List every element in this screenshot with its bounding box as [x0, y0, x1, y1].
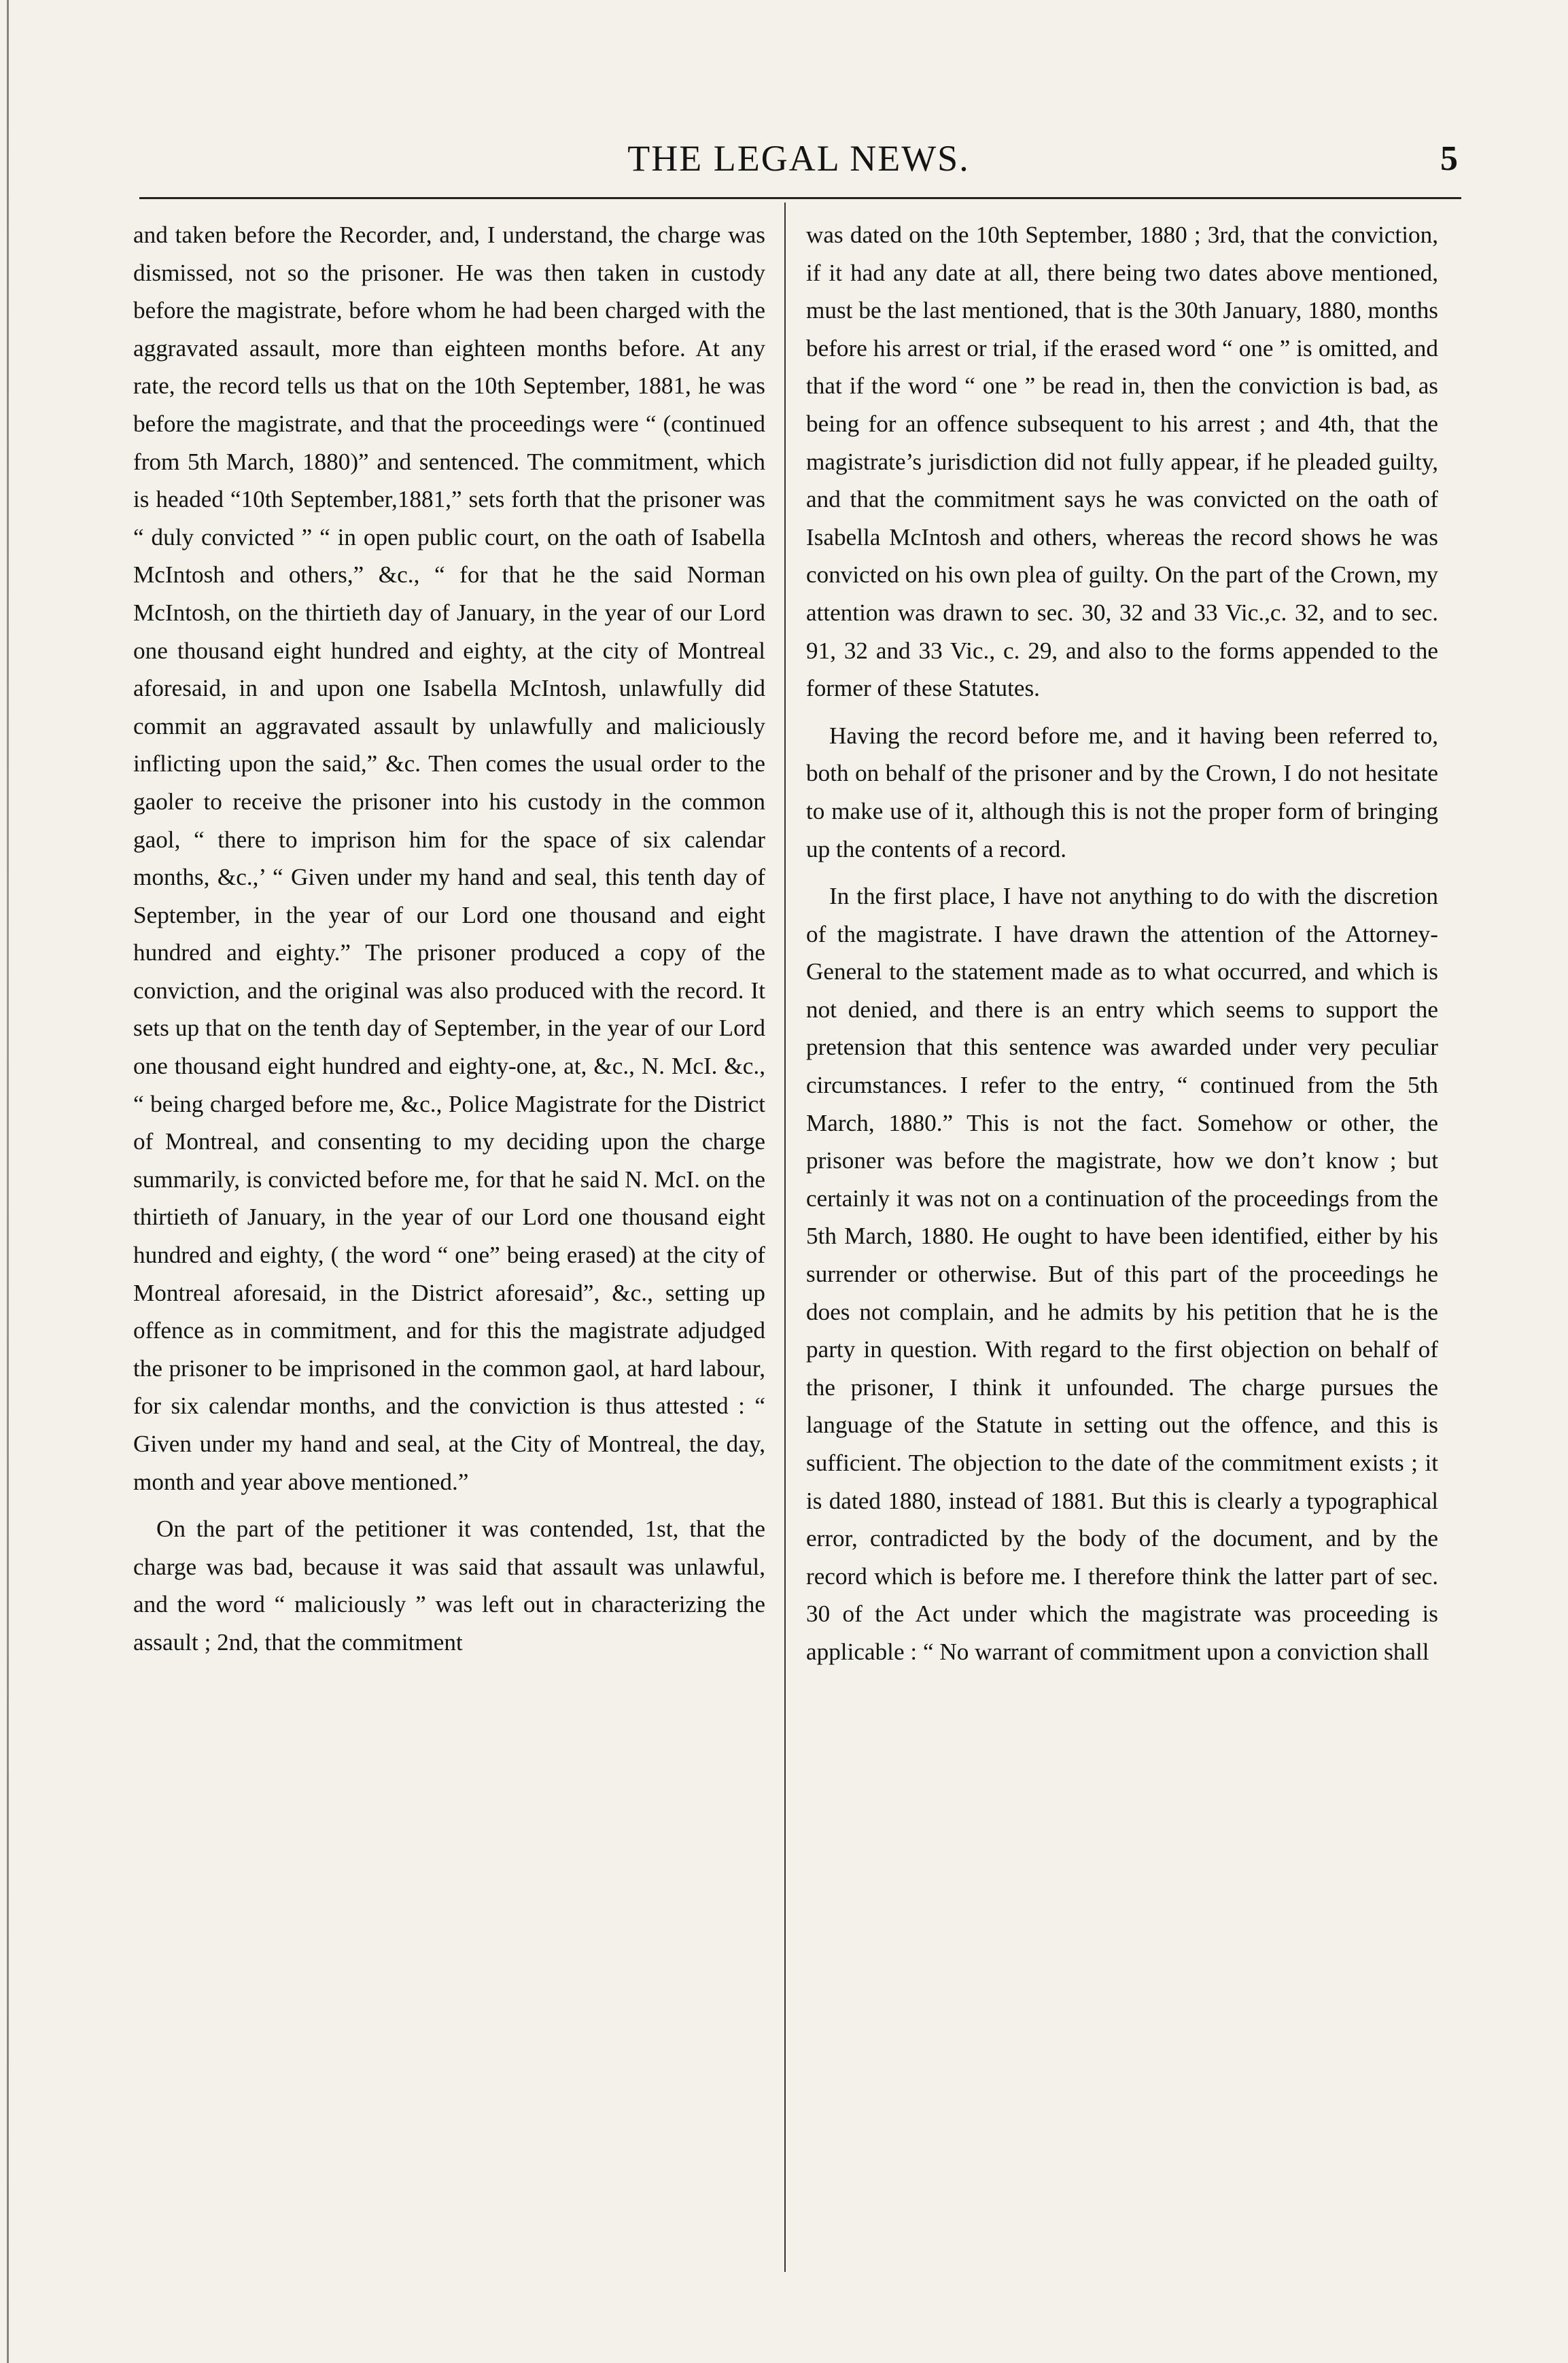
paragraph: and taken before the Recorder, and, I understand, the charge was dismissed, not so the prisoner. He was then taken in custody before the magistrate, before whom he had been charged with the aggravated assault, more than eighteen months before. At any rate, the record tells us that on the 10th September, 1881, he was before the magistrate, and that the proceedings were “ (continued from 5th March, 1880)” and sentenced. The commitment, which is headed “10th September,1881,” sets forth that the prisoner was “ duly convicted ” “ in open public court, on the oath of Isabella McIntosh and others,” &c., “ for that he the said Norman McIntosh, on the thirtieth day of January, in the year of our Lord one thousand eight hundred and eighty, at the city of Montreal aforesaid, in and upon one Isabella McIntosh, unlawfully did commit an aggravated assault by unlawfully and maliciously inflicting upon the said,” &c. Then comes the usual order to the gaoler to receive the prisoner into his custody in the common gaol, “ there to imprison him for the space of six calendar months, &c.,’ “ Given under my hand and seal, this tenth day of September, in the year of our Lord one thousand and eight hundred and eighty.” The prisoner produced a copy of the conviction, and the original was also produced with the record. It sets up that on the tenth day of September, in the year of our Lord one thousand eight hundred and eighty-one, at, &c., N. McI. &c., “ being charged before me, &c., Police Magistrate for the District of Montreal, and consenting to my deciding upon the charge summarily, is convicted before me, for that he said N. McI. on the thirtieth of January, in the year of our Lord one thousand eight hundred and eighty, ( the word “ one” being erased) at the city of Montreal aforesaid, in the District aforesaid”, &c., setting up offence as in commitment, and for this the magistrate adjudged the prisoner to be imprisoned in the common gaol, at hard labour, for six calendar months, and the conviction is thus attested : “ Given under my hand and seal, at the City of Montreal, the day, month and year above mentioned.”	[133, 222, 765, 1495]
page-number: 5	[1440, 139, 1458, 178]
paragraph: Having the record before me, and it having been referred to, both on behalf of the prisoner and by the Crown, I do not hesitate to make use of it, although this is not the proper form of bringing up the contents of a record.	[806, 722, 1438, 862]
page-header	[139, 133, 1458, 194]
scan-edge	[7, 0, 9, 2363]
header-rule	[139, 197, 1461, 199]
running-title: THE LEGAL NEWS.	[627, 138, 970, 179]
paragraph: In the first place, I have not anything to do with the discretion of the magistrate. I have drawn the attention of the Attorney-General to the statement made as to what occurred, and which is not denied, and there is an entry which seems to support the pretension that this sentence was awarded under very peculiar circumstances. I refer to the entry, “ continued from the 5th March, 1880.” This is not the fact. Somehow or other, the prisoner was before the magistrate, how we don’t know ; but certainly it was not on a continuation of the proceedings from the 5th March, 1880. He ought to have been identified, either by his surrender or otherwise. But of this part of the proceedings he does not complain, and he admits by his petition that he is the party in question. With regard to the first objection on behalf of the prisoner, I think it unfounded. The charge pursues the language of the Statute in setting out the offence, and this is sufficient. The objection to the date of the commitment exists ; it is dated 1880, instead of 1881. But this is clearly a typographical error, contradicted by the body of the document, and by the record which is before me. I therefore think the latter part of sec. 30 of the Act under which the magistrate was proceeding is applicable : “ No warrant of commitment upon a conviction shall	[806, 883, 1438, 1665]
paragraph: On the part of the petitioner it was contended, 1st, that the charge was bad, because it was said that assault was unlawful, and the word “ maliciously ” was left out in characterizing the assault ; 2nd, that the commitment	[133, 1516, 765, 1656]
right-column	[806, 216, 1438, 1671]
left-column	[133, 216, 765, 1662]
paragraph: was dated on the 10th September, 1880 ; 3rd, that the conviction, if it had any date at all, there being two dates above mentioned, must be the last mentioned, that is the 30th January, 1880, months before his arrest or trial, if the erased word “ one ” is omitted, and that if the word “ one ” be read in, then the conviction is bad, as being for an offence subsequent to his arrest ; and 4th, that the magistrate’s jurisdiction did not fully appear, if he pleaded guilty, and that the commitment says he was convicted on the oath of Isabella McIntosh and others, whereas the record shows he was convicted on his own plea of guilty. On the part of the Crown, my attention was drawn to sec. 30, 32 and 33 Vic.,c. 32, and to sec. 91, 32 and 33 Vic., c. 29, and also to the forms appended to the former of these Statutes.	[806, 222, 1438, 702]
column-divider	[784, 203, 786, 2272]
